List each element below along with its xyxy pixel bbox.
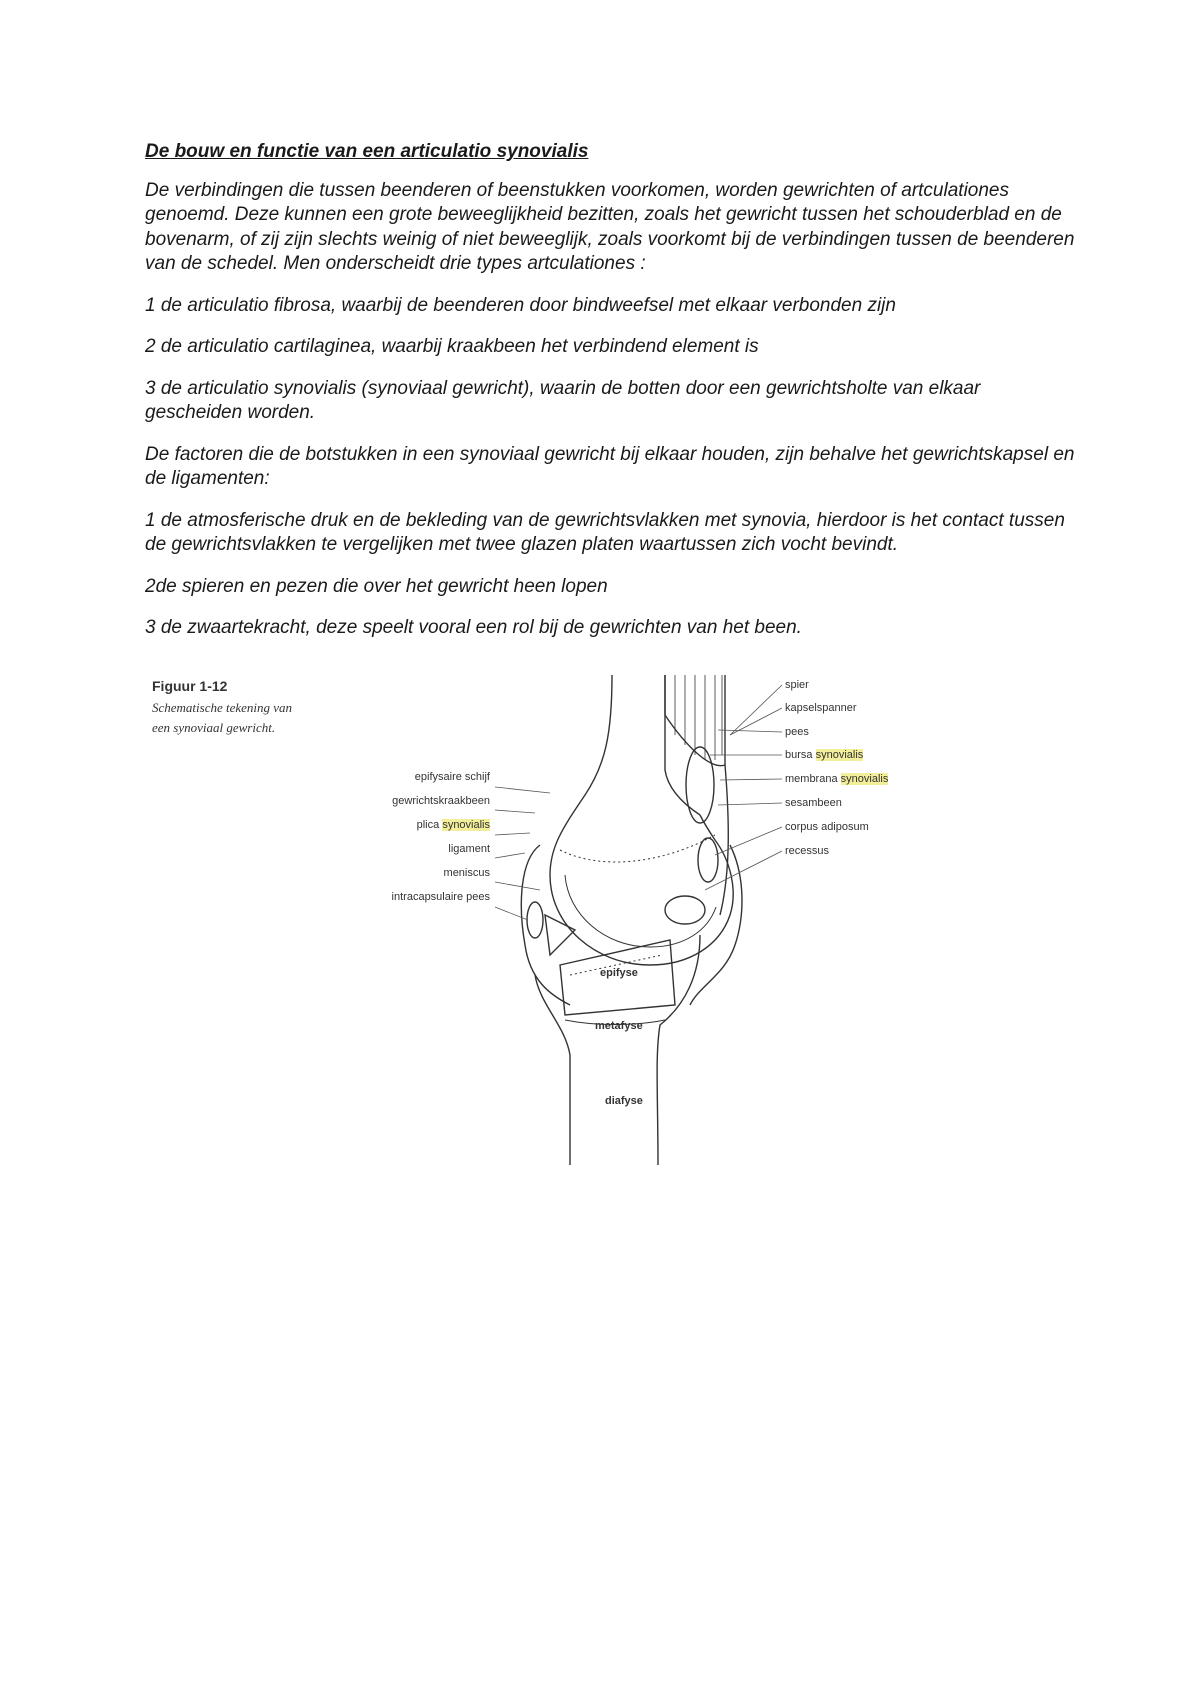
paragraph: 1 de atmosferische druk en de bekleding van de gewrichtsvlakken met synovia, hierdoor is het contact tussen de gewrichtsvlakken te vergelijken met twee glazen platen waartussen zich vocht bevindt. <box>145 509 1065 555</box>
label-membrana-text: membrana <box>785 773 841 785</box>
label-metafyse: metafyse <box>595 1020 643 1032</box>
document-title: De bouw en functie van een articulatio synovialis <box>145 141 589 162</box>
label-membrana-highlight: synovialis <box>840 773 889 785</box>
label-bursa-highlight: synovialis <box>815 749 864 761</box>
capsule-right <box>690 845 742 1005</box>
figure-number: Figuur 1-12 <box>152 678 228 694</box>
intracapsular-tendon <box>527 902 543 938</box>
label-recessus: recessus <box>785 845 830 857</box>
paragraph: De verbindingen die tussen beenderen of beenstukken voorkomen, worden gewrichten of artculationes genoemd. Deze kunnen een grote beweeglijkheid bezitten, zoals het gewricht tussen het schouderblad en de bovenarm, of zij zijn slechts weinig of niet beweeglijk, zoals voorkomt bij de verbindingen tussen de beenderen van de schedel. Men onderscheidt drie types artculationes : <box>145 179 1075 274</box>
upper-bone-outline-left <box>550 675 612 875</box>
document-body <box>145 140 1075 658</box>
label-kapselspanner: kapselspanner <box>785 702 857 714</box>
label-bursa-synovialis <box>785 749 863 762</box>
paragraph: 1 de articulatio fibrosa, waarbij de beenderen door bindweefsel met elkaar verbonden zijn <box>145 294 896 316</box>
sesamoid <box>698 838 718 882</box>
label-epifyse: epifyse <box>600 967 638 979</box>
joint-diagram <box>391 675 960 1165</box>
figure-caption <box>152 678 312 738</box>
leader-lines-right <box>705 685 782 890</box>
label-corpus-adiposum: corpus adiposum <box>785 821 869 833</box>
label-meniscus: meniscus <box>443 867 490 879</box>
label-ligament: ligament <box>448 843 490 855</box>
paragraph: 3 de zwaartekracht, deze speelt vooral een rol bij de gewrichten van het been. <box>145 617 802 638</box>
label-membrana-synovialis <box>785 773 888 786</box>
bursa-outline <box>686 747 714 823</box>
lower-bone-outline-left <box>535 975 570 1165</box>
fat-pad <box>665 896 705 924</box>
label-epifysaire-schijf: epifysaire schijf <box>414 771 490 783</box>
label-gewrichtskraakbeen: gewrichtskraakbeen <box>392 795 490 807</box>
label-plica-text: plica <box>416 819 443 831</box>
label-sesambeen: sesambeen <box>785 797 842 809</box>
paragraph: 3 de articulatio synovialis (synoviaal gewricht), waarin de botten door een gewrichtsholte van elkaar gescheiden worden. <box>145 377 981 423</box>
lower-bone-outline-right <box>657 935 700 1165</box>
paragraph: De factoren die de botstukken in een synoviaal gewricht bij elkaar houden, zijn behalve het gewrichtskapsel en de ligamenten: <box>145 443 1075 489</box>
label-plica-highlight: synovialis <box>442 819 490 831</box>
joint-drawing <box>400 675 960 1165</box>
label-diafyse: diafyse <box>605 1095 643 1107</box>
label-intracapsulaire-pees: intracapsulaire pees <box>391 891 490 903</box>
cartilage-inner-line <box>565 875 716 947</box>
paragraph: 2de spieren en pezen die over het gewricht heen lopen <box>145 575 608 597</box>
meniscus-outline <box>545 915 575 955</box>
label-pees: pees <box>785 726 809 738</box>
leader-lines-left <box>495 787 550 920</box>
label-plica-synovialis <box>417 819 490 832</box>
label-bursa-text: bursa <box>785 749 816 761</box>
figure-description: Schematische tekening van een synoviaal gewricht. <box>152 700 293 735</box>
paragraph: 2 de articulatio cartilaginea, waarbij kraakbeen het verbindend element is <box>145 336 759 357</box>
epiphyseal-disc <box>560 835 715 862</box>
label-spier: spier <box>785 679 809 691</box>
tendon-outline <box>720 765 728 915</box>
